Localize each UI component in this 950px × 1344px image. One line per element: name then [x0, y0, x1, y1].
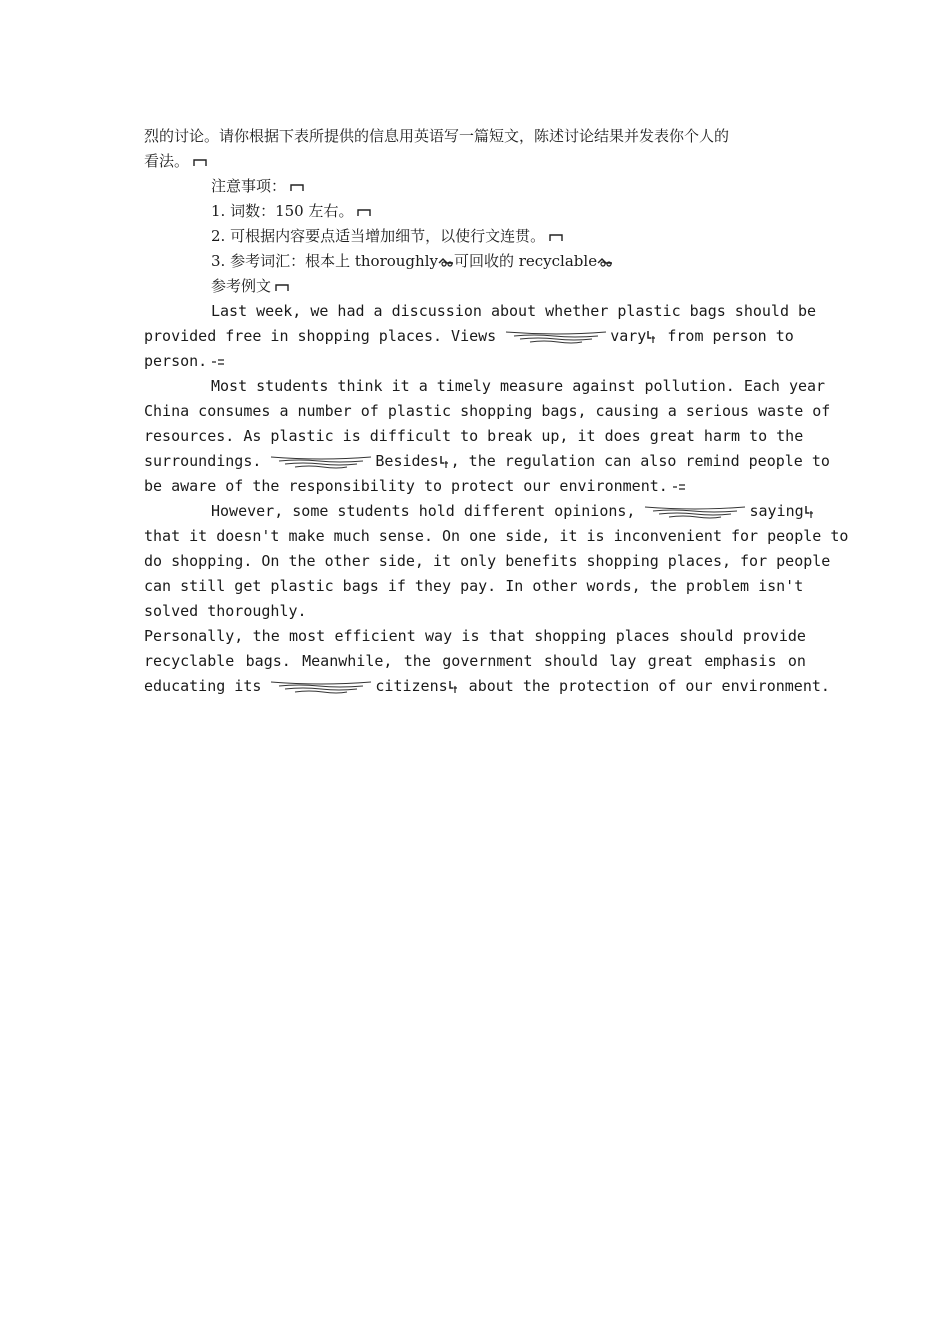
p2-line-2: China consumes a number of plastic shopping bags, causing a serious waste of	[144, 402, 831, 420]
p2-line-1: Most students think it a timely measure against pollution. Each year	[211, 377, 826, 395]
p3-line-2: that it doesn't make much sense. On one side, it is inconvenient for people to	[144, 527, 849, 545]
p4-line-2: recyclable bags. Meanwhile, the government should lay great emphasis on	[144, 652, 806, 670]
wavy-mark-icon	[504, 330, 608, 344]
wavy-mark-icon	[643, 505, 747, 519]
p2-line-3: resources. As plastic is difficult to break up, it does great harm to the	[144, 427, 804, 445]
p3-line-4: can still get plastic bags if they pay. In other words, the problem isn't	[144, 577, 804, 595]
paragraph-end-icon	[672, 483, 686, 491]
paragraph-mark-icon	[193, 157, 207, 167]
intro-line-1: 烈的讨论。请你根据下表所提供的信息用英语写一篇短文，陈述讨论结果并发表你个人的	[144, 127, 730, 145]
p1-line-2: provided free in shopping places. Views vary from person to	[144, 327, 794, 345]
anchor-mark-icon	[448, 679, 458, 695]
notes-item-2: 2. 可根据内容要点适当增加细节，以使行文连贯。	[211, 224, 563, 249]
car-mark-icon	[438, 257, 454, 267]
p4-line-3: educating its citizens about the protection of our environment.	[144, 677, 830, 695]
p3-line-5: solved thoroughly.	[144, 602, 307, 620]
anchor-mark-icon	[439, 454, 449, 470]
notes-item-1: 1. 词数：150 左右。	[211, 199, 371, 224]
p1-line-3: person.	[144, 349, 225, 374]
paragraph-mark-icon	[357, 207, 371, 217]
intro-line-2: 看法。	[144, 149, 207, 174]
paragraph-mark-icon	[549, 232, 563, 242]
car-mark-icon	[597, 257, 613, 267]
p1-line-1: Last week, we had a discussion about whether plastic bags should be	[211, 302, 817, 320]
notes-item-3: 3. 参考词汇：根本上 thoroughly 可回收的 recyclable	[211, 249, 613, 274]
notes-heading: 注意事项：	[211, 174, 304, 199]
p3-line-3: do shopping. On the other side, it only benefits shopping places, for people	[144, 552, 831, 570]
paragraph-mark-icon	[275, 282, 289, 292]
p2-line-4: surroundings. Besides , the regulation can also remind people to	[144, 452, 830, 470]
p2-line-5: be aware of the responsibility to protect our environment.	[144, 474, 686, 499]
wavy-mark-icon	[269, 455, 373, 469]
sample-heading: 参考例文	[211, 274, 289, 299]
wavy-mark-icon	[269, 680, 373, 694]
anchor-mark-icon	[804, 504, 814, 520]
paragraph-end-icon	[211, 358, 225, 366]
p4-line-1: Personally, the most efficient way is that shopping places should provide	[144, 627, 806, 645]
anchor-mark-icon	[646, 329, 656, 345]
paragraph-mark-icon	[290, 182, 304, 192]
p3-line-1: However, some students hold different opinions, saying	[211, 499, 816, 524]
